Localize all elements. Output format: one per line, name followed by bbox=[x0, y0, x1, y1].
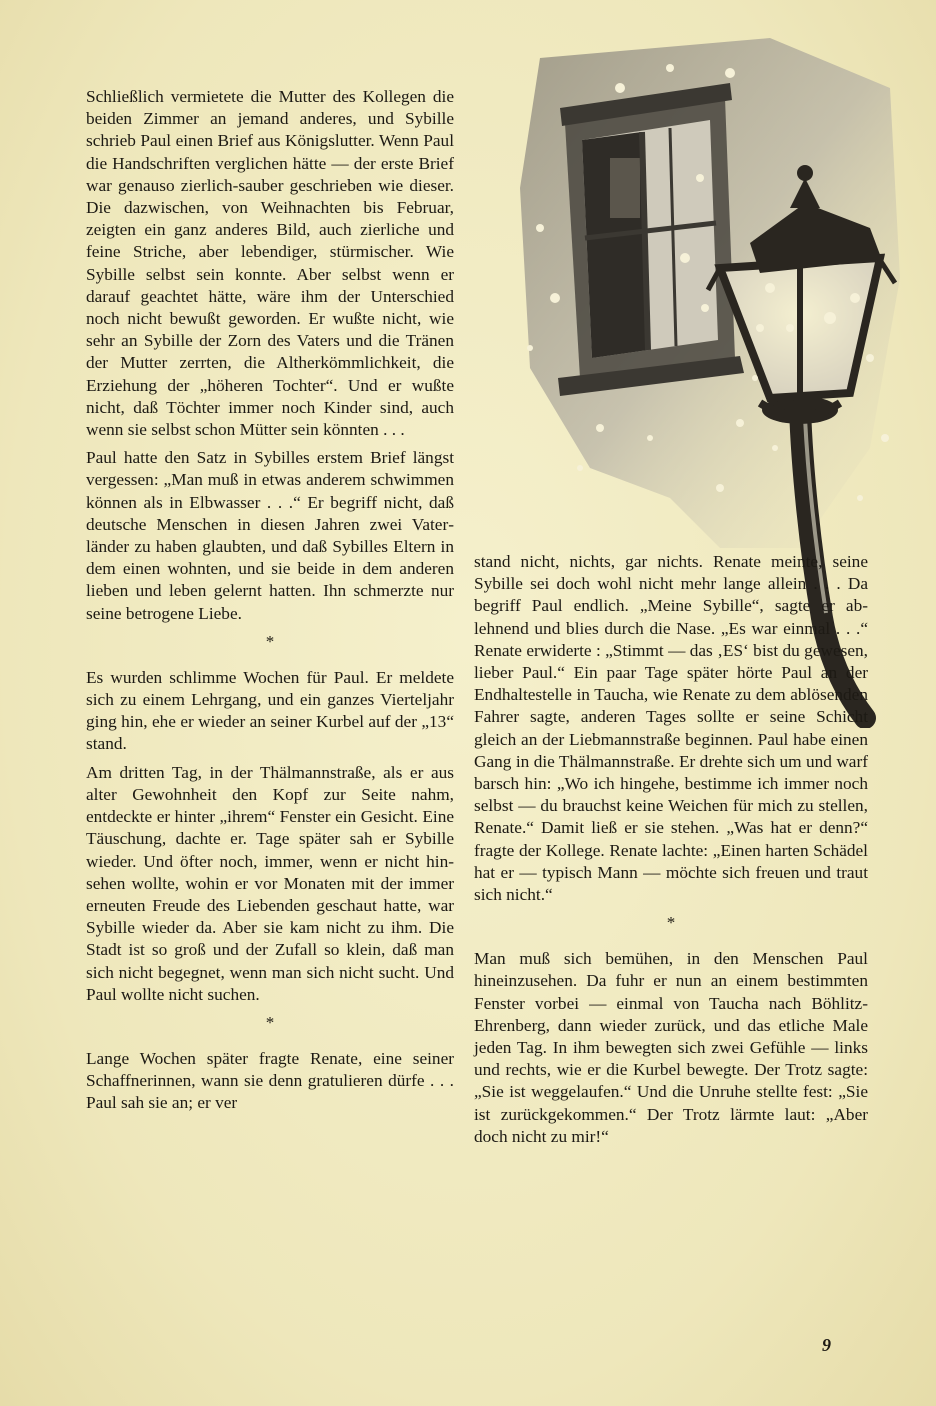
right-column bbox=[474, 551, 868, 1154]
section-separator: * bbox=[265, 631, 275, 651]
window bbox=[558, 83, 744, 396]
section-separator: * bbox=[666, 913, 676, 933]
paragraph: Schließlich vermietete die Mutter des Kollegen die beiden Zimmer an jemand anderes, und Sybille schrieb Paul einen Brief aus Königslutter. Wenn Paul die Handschriften verglichen hätte — der erste Brief war genauso zierlich-sauber geschrieben wie dieser. Die dazwischen, von Weihnachten bis Februar, zeigten ein ganz anderes Bild, auch zierliche und feine Striche, aber lebendiger, stürmischer. Wie Sybille selbst sein konnte. Aber selbst wenn er darauf geachtet hätte, wäre ihm der Unterschied noch nicht bewußt geworden. Er wußte nicht, wie sehr an Sybille der Zorn des Vaters und die Tränen der Mutter zerrten, die Altherkömmlichkeit, die Erziehung der „höheren Tochter“. Und er wußte nicht, daß Töchter immer noch Kinder sind, auch wenn sie selbst schon Mütter sein könnten . . . bbox=[86, 87, 454, 440]
paragraph: stand nicht, nichts, gar nichts. Renate meinte, seine Sybille sei doch wohl nicht mehr lange allein . . . Da begriff Paul endlich. „Meine Sybille“, sagte er ablehnend und blies durch die Nase. „Es war einmal . . .“ Renate erwiderte : „Stimmt — das ‚ES‘ bist du gewesen, lieber Paul.“ Ein paar Tage später hörte Paul an der Endhaltestelle in Taucha, wie Renate zu dem ablösenden Fahrer sagte, anderen Tages sollte er seine Schicht gleich an der Liebmannstraße beginnen. Paul habe einen Gang in die Thälmannstraße. Er drehte sich um und warf barsch hin: „Wo ich hingehe, bestimme ich immer noch selbst — du brauchst keine Weichen für mich zu stellen, Renate.“ Damit ließ er sie stehen. „Was hat er denn?“ fragte der Kollege. Renate lachte: „Einen harten Schädel hat er — typisch Mann — möchte sich freuen und traut sich nicht.“ bbox=[474, 552, 868, 905]
paragraph: Paul hatte den Satz in Sybilles erstem Brief längst vergessen: „Man muß in etwas anderem schwimmen können als in Elbwasser . . .“ Er begriff nicht, daß deutsche Menschen in diesen Jahren zwei Vaterländer zu haben glaubten, und daß Sybilles Eltern in dem einen wohnten, und sie beide in dem anderen lieben und leben gelernt hatten. Ihn schmerzte nur seine betrogene Liebe. bbox=[86, 448, 454, 623]
paragraph: Man muß sich bemühen, in den Menschen Paul hineinzusehen. Da fuhr er nun an einem bestimmten Fenster vorbei — einmal von Taucha nach Böhlitz-Ehrenberg, dann wieder zurück, und das etliche Male jeden Tag. In ihm bewegten sich zwei Gefühle — links und rechts, wie er die Kurbel bewegte. Der Trotz sagte: „Sie ist weggelaufen.“ Und die Unruhe stellte fest: „Sie ist zurückgekommen.“ Der Trotz lärmte laut: „Aber doch nicht zu mir!“ bbox=[474, 949, 868, 1146]
section-separator: * bbox=[265, 1012, 275, 1032]
page-number: 9 bbox=[822, 1335, 831, 1355]
paragraph: Es wurden schlimme Wochen für Paul. Er meldete sich zu einem Lehrgang, und ein ganzes Vierteljahr ging hin, ehe er wieder an seiner Kurbel auf der „13“ stand. bbox=[86, 667, 454, 754]
paragraph: Lange Wochen später fragte Renate, eine seiner Schaffnerinnen, wann sie denn gratulieren dürfe . . . Paul sah sie an; er ver bbox=[86, 1048, 454, 1113]
left-column bbox=[86, 86, 454, 1121]
paragraph: Am dritten Tag, in der Thälmannstraße, als er aus alter Gewohnheit den Kopf zur Seite nahm, entdeckte er hinter „ihrem“ Fenster ein Gesicht. Eine Täuschung, dachte er. Tage später sah er Sybille wieder. Und öfter noch, immer, wenn er nicht hinsehen wollte, wohin er vor Monaten mit der immer erneuten Freude des Liebenden geschaut hatte, war Sybille wieder da. Aber sie kam nicht zu ihm. Die Stadt ist so groß und der Zufall so klein, daß man sich nicht begegnet, wenn man sich nicht sucht. Und Paul wollte nicht suchen. bbox=[86, 762, 454, 1004]
